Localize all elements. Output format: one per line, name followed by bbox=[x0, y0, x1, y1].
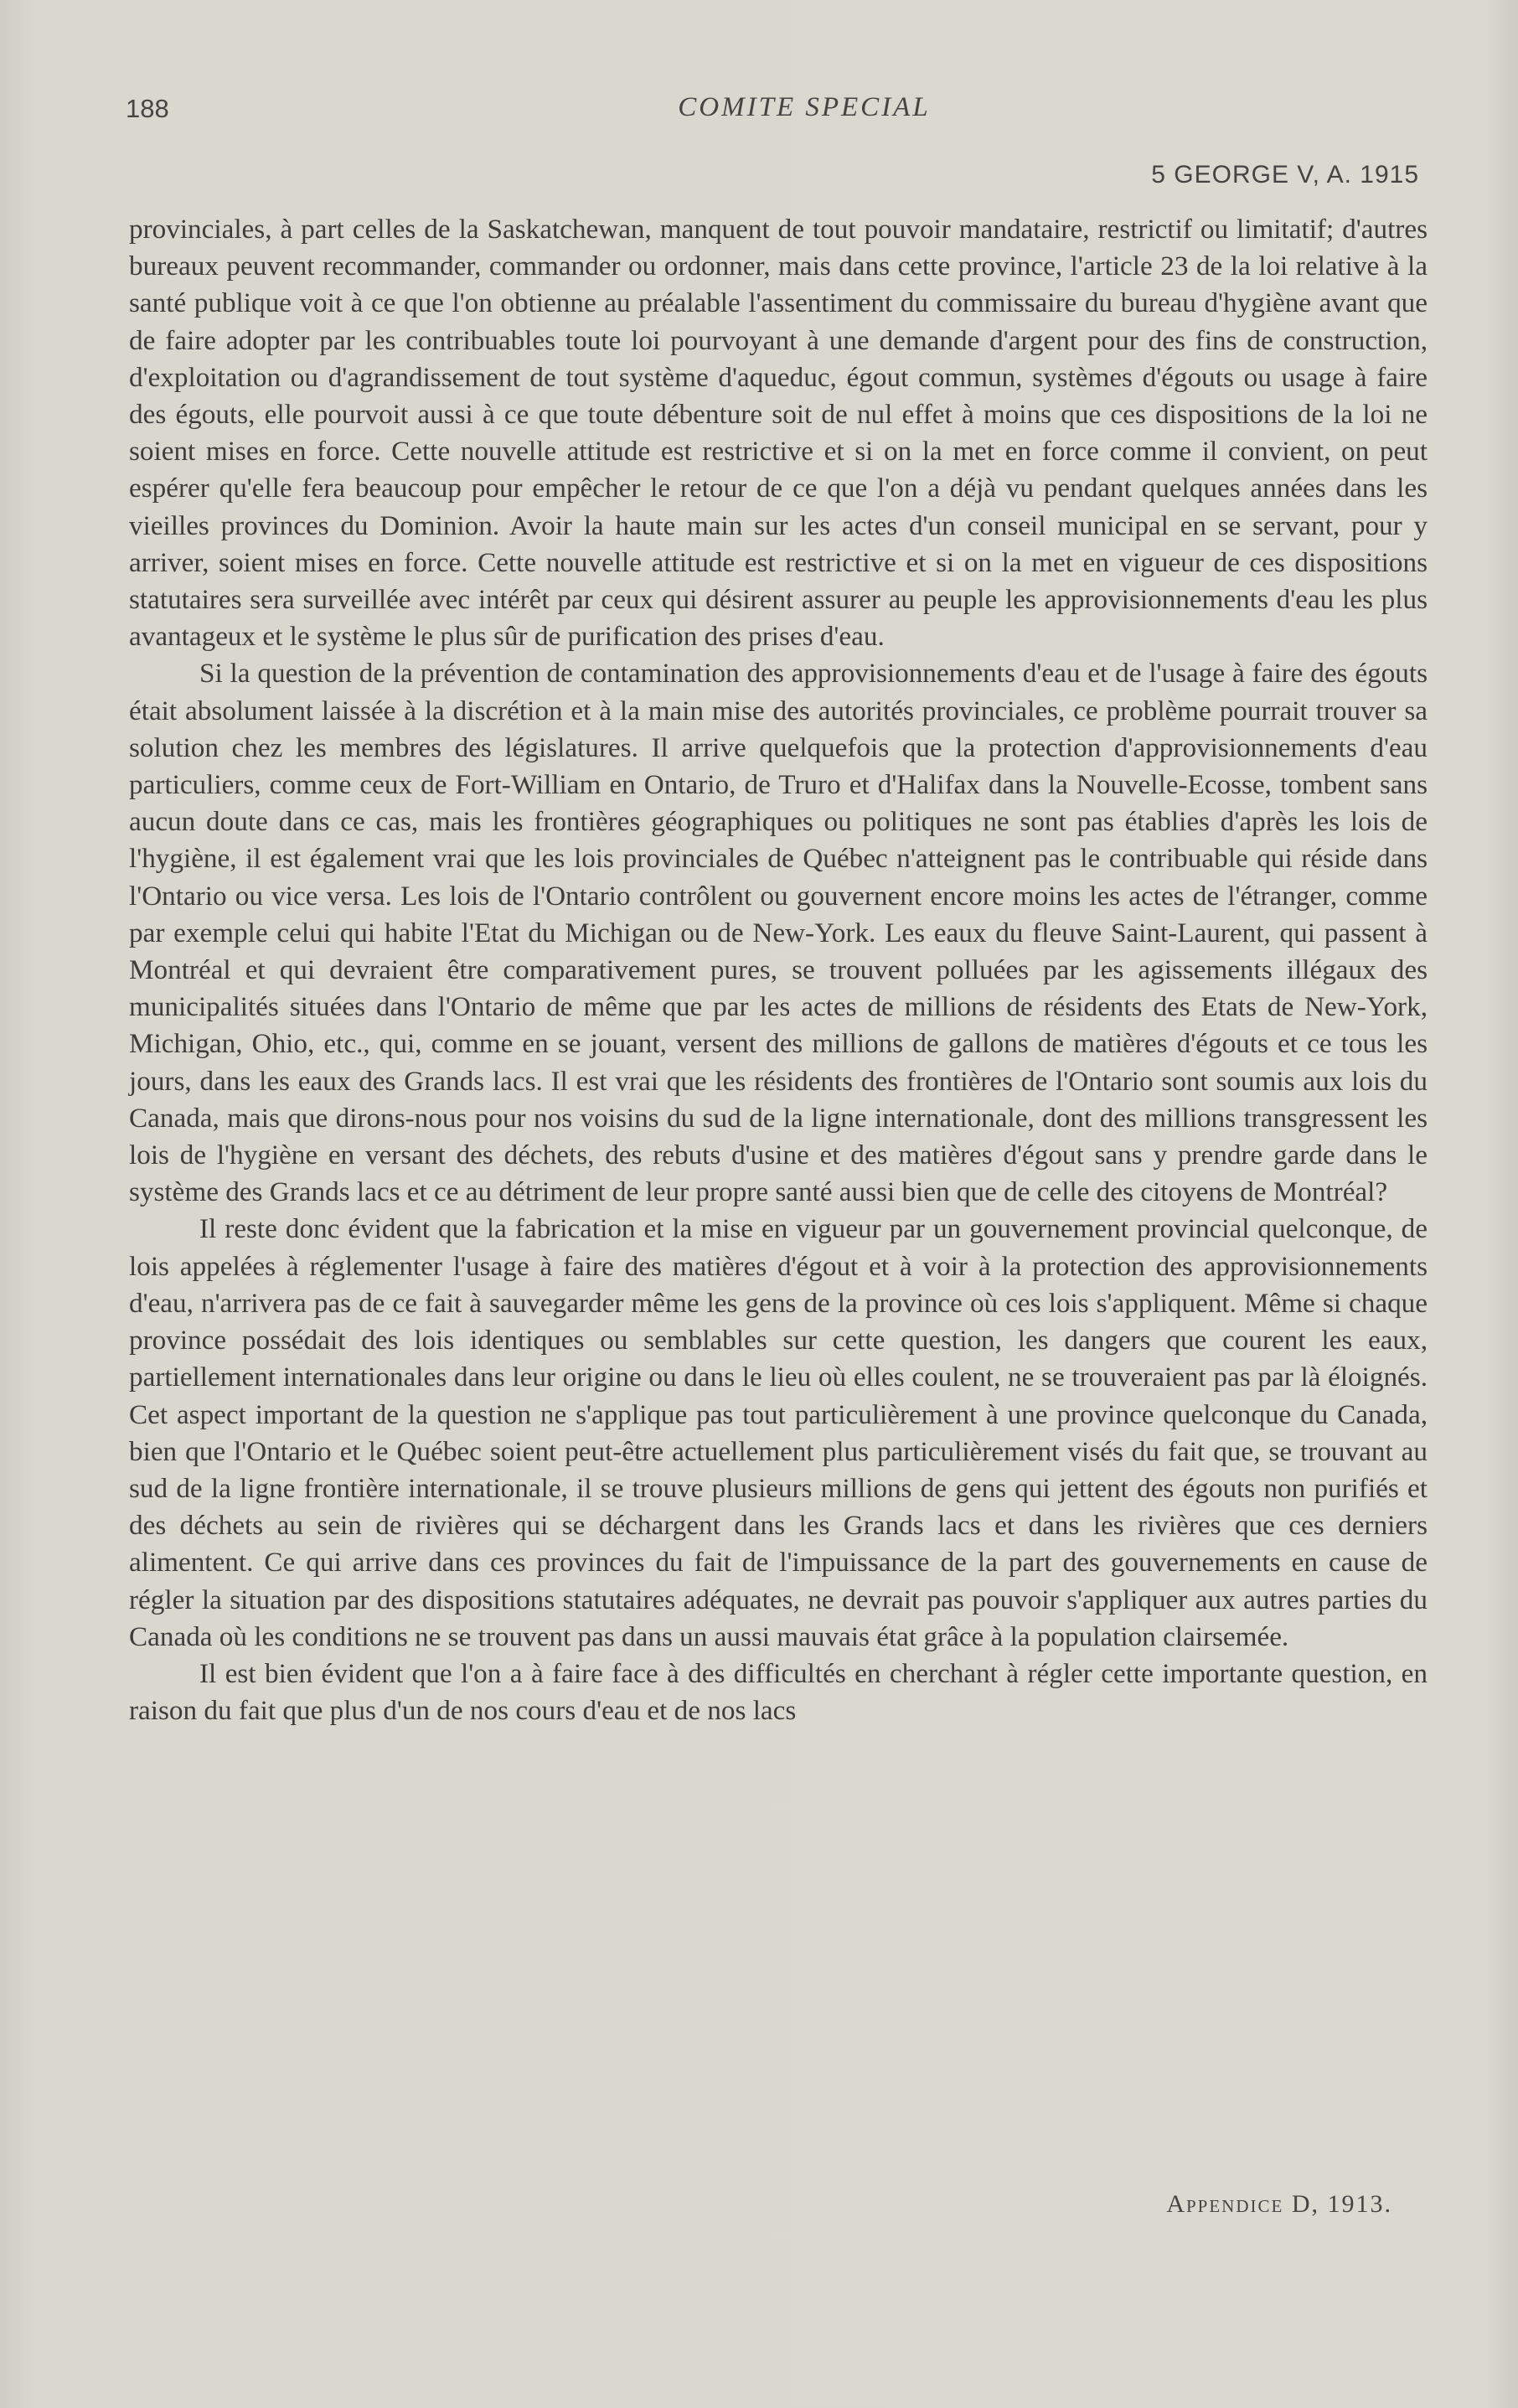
paragraph-3: Il reste donc évident que la fabrication et la mise en vigueur par un gouvernement provincial quelconque, de lois appelées à réglementer l'usage à faire des matières d'égout et à voir à la protection des approvisionnements d'eau, n'arrivera pas de ce fait à sauvegarder même les gens de la province où ces lois s'appliquent. Même si chaque province possédait des lois identiques ou semblables sur cette question, les dangers que courent les eaux, partiellement internationales dans leur origine ou dans le lieu où elles coulent, ne se trouveraient pas par là éloignés. Cet aspect important de la question ne s'applique pas tout particulièrement à une province quelconque du Canada, bien que l'Ontario et le Québec soient peut-être actuellement plus particulièrement visés du fait que, se trouvant au sud de la ligne frontière internationale, il se trouve plusieurs millions de gens qui jettent des égouts non purifiés et des déchets au sein de rivières qui se déchargent dans les Grands lacs et dans les rivières que ces derniers alimentent. Ce qui arrive dans ces provinces du fait de l'impuissance de la part des gouvernements en cause de régler la situation par des dispositions statutaires adéquates, ne devrait pas pouvoir s'appliquer aux autres parties du Canada où les conditions ne se trouvent pas dans un aussi mauvais état grâce à la population clairsemée. bbox=[129, 1213, 1428, 1652]
paragraph-2: Si la question de la prévention de contamination des approvisionnements d'eau et de l'usage à faire des égouts était absolument laissée à la discrétion et à la main mise des autorités provinciales, ce problème pourrait trouver sa solution chez les membres des législatures. Il arrive quelquefois que la protection d'approvisionnements d'eau particuliers, comme ceux de Fort-William en Ontario, de Truro et d'Halifax dans la Nouvelle-Ecosse, tombent sans aucun doute dans ce cas, mais les frontières géographiques ou politiques ne sont pas établies d'après les lois de l'hygiène, il est également vrai que les lois provinciales de Québec n'atteignent pas le contribuable qui réside dans l'Ontario ou vice versa. Les lois de l'Ontario contrôlent ou gouvernent encore moins les actes de l'étranger, comme par exemple celui qui habite l'Etat du Michigan ou de New-York. Les eaux du fleuve Saint-Laurent, qui passent à Montréal et qui devraient être comparativement pures, se trouvent polluées par les agissements illégaux des municipalités situées dans l'Ontario de même que par les actes de millions de résidents des Etats de New-York, Michigan, Ohio, etc., qui, comme en se jouant, versent des millions de gallons de matières d'égouts et ce tous les jours, dans les eaux des Grands lacs. Il est vrai que les résidents des frontières de l'Ontario sont soumis aux lois du Canada, mais que dirons-nous pour nos voisins du sud de la ligne internationale, dont des millions transgressent les lois de l'hygiène en versant des déchets, des rebuts d'usine et des matières d'égout sans y prendre garde dans le système des Grands lacs et ce au détriment de leur propre santé aussi bien que de celle des citoyens de Montréal? bbox=[129, 658, 1428, 1208]
session-reference: 5 GEORGE V, A. 1915 bbox=[1151, 161, 1419, 189]
body-text bbox=[129, 211, 1428, 1729]
page-number: 188 bbox=[126, 94, 169, 123]
running-title: COMITE SPECIAL bbox=[678, 92, 931, 122]
paragraph-4: Il est bien évident que l'on a à faire face à des difficultés en cherchant à régler cette importante question, en raison du fait que plus d'un de nos cours d'eau et de nos lacs bbox=[129, 1657, 1428, 1727]
paragraph-1: provinciales, à part celles de la Saskatchewan, manquent de tout pouvoir mandataire, restrictif ou limitatif; d'autres bureaux peuvent recommander, commander ou ordonner, mais dans cette province, l'article 23 de la loi relative à la santé publique voit à ce que l'on obtienne au préalable l'assentiment du commissaire du bureau d'hygiène avant que de faire adopter par les contribuables toute loi pourvoyant à une demande d'argent pour des fins de construction, d'exploitation ou d'agrandissement de tout système d'aqueduc, égout commun, systèmes d'égouts ou usage à faire des égouts, elle pourvoit aussi à ce que toute débenture soit de nul effet à moins que ces dispositions de la loi ne soient mises en force. Cette nouvelle attitude est restrictive et si on la met en force comme il convient, on peut espérer qu'elle fera beaucoup pour empêcher le retour de ce que l'on a déjà vu pendant quelques années dans les vieilles provinces du Dominion. Avoir la haute main sur les actes d'un conseil municipal en se servant, pour y arriver, soient mises en force. Cette nouvelle attitude est restrictive et si on la met en vigueur de ces dispositions statutaires sera surveillée avec intérêt par ceux qui désirent assurer au peuple les approvisionnements d'eau les plus avantageux et le système le plus sûr de purification des prises d'eau. bbox=[129, 214, 1428, 653]
appendix-reference: Appendice D, 1913. bbox=[1166, 2190, 1392, 2218]
